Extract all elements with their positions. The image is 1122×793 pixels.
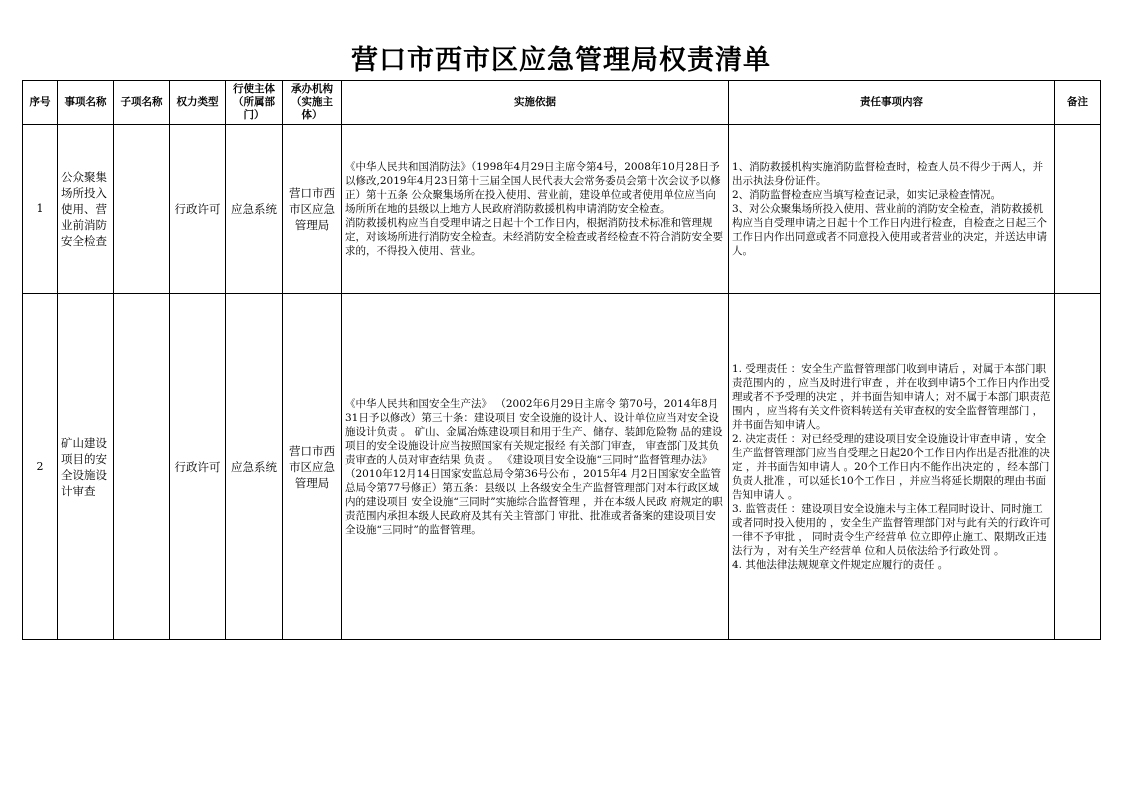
page-title: 营口市西市区应急管理局权责清单 [351, 45, 771, 76]
cell-basis: 《中华人民共和国消防法》（1998年4月29日主席令第4号，2008年10月28日予以修改,2019年4月23日第十三届全国人民代表大会常务委员会第十次会议予以修正）第十五条 公众聚集场所在投入使用、营业前，建设单位或者使用单位应当向场所所在地的县级以上地方人民政府消防救援机构申请消防安全检查。 消防救援机构应当自受理申请之日起十个工作日内，根据消防技术标准和管理规定，对该场所进行消防安全检查。未经消防安全检查或者经检查不符合消防安全要求的，不得投入使用、营业。 [342, 125, 729, 294]
header-basis: 实施依据 [342, 81, 729, 125]
cell-duty: 1. 受理责任 ：安全生产监督管理部门收到申请后 ，对属于本部门职责范围内的 ，应当及时进行审查 ，并在收到申请5个工作日内作出受理或者不予受理的决定 ，并书面告知申请人；对不属于本部门职责范围内 ，应当将有关文件资料转送有关审查权的安全监督管理部门 ，并书面告知申请人。 2. 决定责任 ：对已经受理的建设项目安全设施设计审查申请 ，安全生产监督管理部门应当自受理之日起20个工作日内作出是否批准的决定 ，并书面告知申请人 。20个工作日内不能作出决定的 ，经本部门负责人批准 ，可以延长10个工作日 ，并应当将延长期限的理由书面告知申请人 。 3. 监管责任 ：建设项目安全设施未与主体工程同时设计、同时施工或者同时投入使用的 ，安全生产监督管理部门对与此有关的行政许可一律不予审批 ， 同时责令生产经营单 位立即停止施工、限期改正违法行为 ，对有关生产经营单 位和人员依法给予行政处罚 。 4. 其他法律法规规章文件规定应履行的责任 。 [729, 294, 1055, 640]
cell-remark [1055, 125, 1101, 294]
header-remark: 备注 [1055, 81, 1101, 125]
table-row [23, 294, 1101, 640]
cell-agency: 营口市西市区应急管理局 [283, 125, 342, 294]
cell-subject: 应急系统 [226, 125, 283, 294]
cell-sub-item [114, 294, 170, 640]
cell-item-name: 矿山建设项目的安全设施设计审查 [58, 294, 114, 640]
table-row [23, 125, 1101, 294]
cell-duty: 1、消防救援机构实施消防监督检查时，检查人员不得少于两人，并出示执法身份证件。 2、消防监督检查应当填写检查记录，如实记录检查情况。 3、对公众聚集场所投入使用、营业前的消防安全检查，消防救援机构应当自受理申请之日起十个工作日内进行检查，自检查之日起三个工作日内作出同意或者不同意投入使用或者营业的决定，并送达申请人。 [729, 125, 1055, 294]
header-seq: 序号 [23, 81, 58, 125]
header-subject: 行使主体（所属部门） [226, 81, 283, 125]
cell-basis: 《中华人民共和国安全生产法》 （2002年6月29日主席令 第70号，2014年8月31日予以修改）第三十条：建设项目 安全设施的设计人、设计单位应当对安全设施设计负责 。 矿山、金属冶炼建设项目和用于生产、储存、装卸危险物 品的建设项目的安全设施设计应当按照国家有关规定报经 有关部门审查， 审查部门及其负责审查的人员对审查结果 负责 。 《建设项目安全设施“三同时”监督管理办法》（2010年12月14日国家安监总局令第36号公布 ，2015年4 月2日国家安全监管总局令第77号修正）第五条：县级以 上各级安全生产监督管理部门对本行政区域内的建设项目 安全设施“三同时”实施综合监督管理 ，并在本级人民政 府规定的职责范围内承担本级人民政府及其有关主管部门 审批、批准或者备案的建设项目安全设施“三同时”的监督管理。 [342, 294, 729, 640]
header-duty: 责任事项内容 [729, 81, 1055, 125]
cell-subject: 应急系统 [226, 294, 283, 640]
cell-power-type: 行政许可 [170, 294, 226, 640]
cell-item-name: 公众聚集场所投入使用、营业前消防安全检查 [58, 125, 114, 294]
header-power-type: 权力类型 [170, 81, 226, 125]
responsibility-table [22, 80, 1101, 640]
cell-agency: 营口市西市区应急管理局 [283, 294, 342, 640]
cell-remark [1055, 294, 1101, 640]
header-item-name: 事项名称 [58, 81, 114, 125]
cell-power-type: 行政许可 [170, 125, 226, 294]
cell-sub-item [114, 125, 170, 294]
cell-seq: 2 [23, 294, 58, 640]
header-sub-item: 子项名称 [114, 81, 170, 125]
table-header-row [23, 81, 1101, 125]
header-agency: 承办机构（实施主体） [283, 81, 342, 125]
cell-seq: 1 [23, 125, 58, 294]
